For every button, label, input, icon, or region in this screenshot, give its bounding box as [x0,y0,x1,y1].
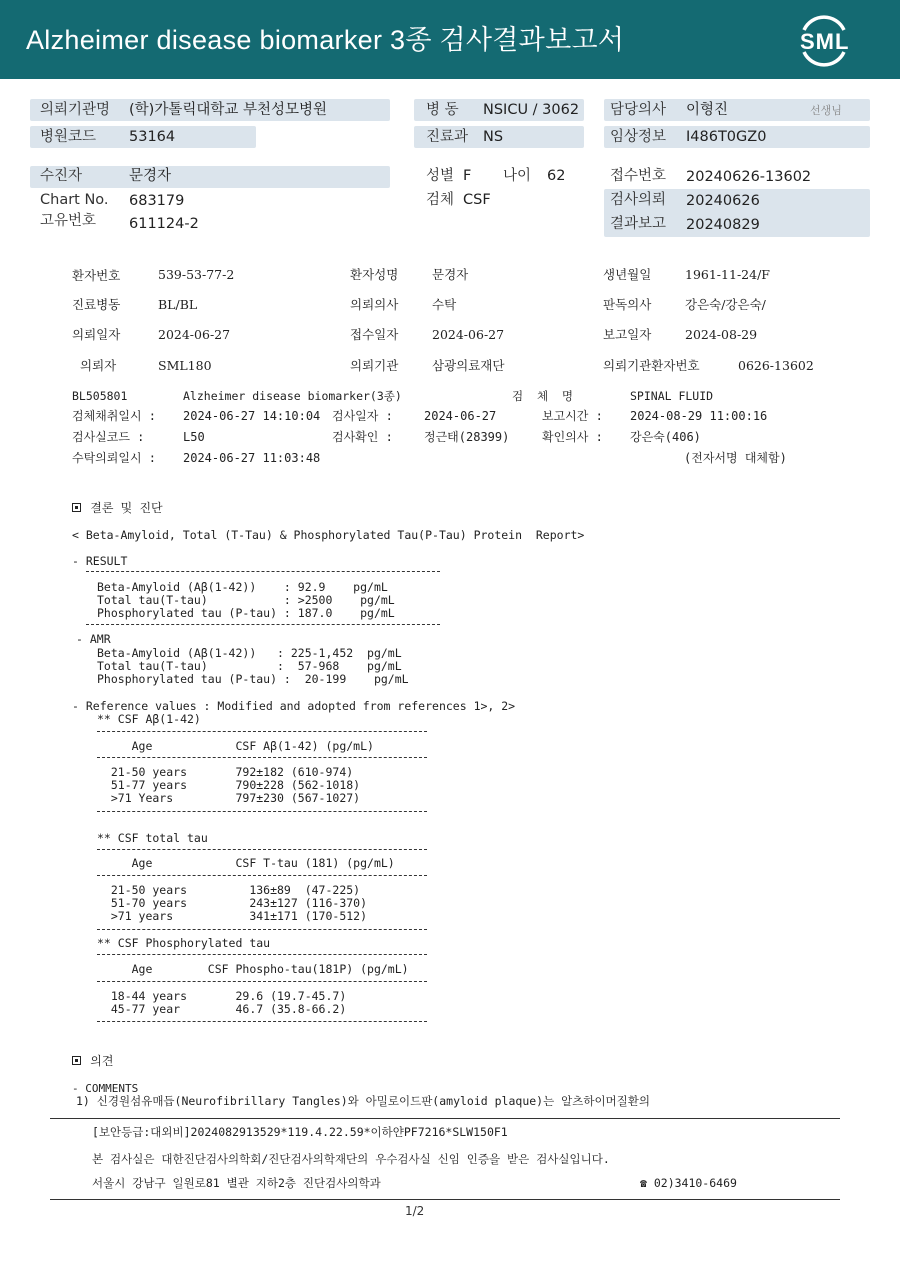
uid-label: 고유번호 [40,213,97,229]
abeta-title: ** CSF Aβ(1-42) [97,712,201,726]
doctor-suffix: 선생님 [810,104,842,117]
lab-code-label: 검사실코드 : [72,430,145,444]
testdate-value: 2024-06-27 [424,409,497,423]
specimen-name-label: 검 체 명 [512,389,574,403]
test-code: BL505801 [72,389,128,403]
section-opinion [72,1055,113,1068]
detail-r4-l2: 의뢰기관 [350,358,399,373]
divider [97,849,427,850]
sml-logo [794,14,854,68]
patient-label: 수진자 [40,168,83,184]
md-label: 확인의사 : [542,430,603,444]
detail-r1-v1: 539-53-77-2 [158,267,235,282]
amr-line: Beta-Amyloid (Aβ(1-42)) : 225-1,452 pg/mL [97,646,402,660]
phone-line: ☎ 02)3410-6469 [640,1176,737,1190]
lab-code-value: L50 [183,430,205,444]
ttau-header: Age CSF T-tau (181) (pg/mL) [97,856,395,870]
ttau-row: 21-50 years 136±89 (47-225) [97,883,361,897]
institution-value: (학)가톨릭대학교 부천성모병원 [129,102,328,118]
detail-r3-v3: 2024-08-29 [685,327,758,342]
divider [97,954,427,955]
patient-value: 문경자 [129,168,172,184]
confirm-value: 정근태(28399) [424,430,510,444]
result-title: - RESULT [72,554,128,568]
detail-r4-v3: 0626-13602 [738,358,814,373]
dept-value: NS [483,129,504,145]
address-line: 서울시 강남구 일원로81 별관 지하2층 진단검사의학과 [92,1176,381,1190]
confirm-label: 검사확인 : [332,430,393,444]
request-label: 검사의뢰 [610,192,667,208]
clinical-info-value: I486T0GZ0 [686,129,767,145]
report-date-value: 20240829 [686,217,760,233]
report-date-label: 결과보고 [610,216,667,232]
hospital-code-label: 병원코드 [40,129,97,145]
accept-value: 2024-06-27 11:03:48 [183,451,321,465]
ptau-row: 45-77 year 46.7 (35.8-66.2) [97,1002,347,1016]
result-line: Phosphorylated tau (P-tau) : 187.0 pg/mL [97,606,395,620]
detail-r1-v2: 문경자 [432,267,469,282]
amr-line: Total tau(T-tau) : 57-968 pg/mL [97,659,402,673]
report-title: Alzheimer disease biomarker 3종 검사결과보고서 [26,25,625,55]
test-name: Alzheimer disease biomarker(3종) [183,389,402,403]
uid-value: 611124-2 [129,216,199,232]
detail-r2-l2: 의뢰의사 [350,297,399,312]
abeta-row: 51-77 years 790±228 (562-1018) [97,778,361,792]
testdate-label: 검사일자 : [332,409,393,423]
reporttime-value: 2024-08-29 11:00:16 [630,409,768,423]
divider [97,1021,427,1022]
section-conclusion-label: 결론 및 진단 [90,501,163,515]
doctor-value: 이형진 [686,102,729,118]
ttau-row: >71 years 341±171 (170-512) [97,909,368,923]
request-value: 20240626 [686,193,760,209]
chart-no-value: 683179 [129,193,185,209]
divider [97,929,427,930]
divider [97,731,427,732]
ttau-title: ** CSF total tau [97,831,208,845]
detail-r1-l2: 환자성명 [350,267,399,282]
reference-title: - Reference values : Modified and adopted from references 1>, 2> [72,699,516,713]
specimen-name-value: SPINAL FLUID [630,389,714,403]
square-bullet-icon [72,1056,81,1065]
ward-value: NSICU / 3062 [483,102,580,118]
detail-r3-l1: 의뢰일자 [72,327,121,342]
ptau-row: 18-44 years 29.6 (19.7-45.7) [97,989,347,1003]
abeta-header: Age CSF Aβ(1-42) (pg/mL) [97,739,374,753]
md-value: 강은숙(406) [630,430,701,444]
divider [97,981,427,982]
certification-line: 본 검사실은 대한진단검사의학회/진단검사의학재단의 우수검사실 신임 인증을 받은 검사실입니다. [92,1152,610,1166]
collect-value: 2024-06-27 14:10:04 [183,409,321,423]
ttau-row: 51-70 years 243±127 (116-370) [97,896,368,910]
section-opinion-label: 의견 [90,1054,114,1068]
patient-pill [30,166,390,188]
detail-r4-l1: 의뢰자 [80,358,117,373]
detail-r2-v2: 수탁 [432,297,457,312]
detail-r4-v2: 삼광의료재단 [432,358,505,373]
specimen-value: CSF [463,192,491,208]
result-line: Total tau(T-tau) : >2500 pg/mL [97,593,395,607]
square-bullet-icon [72,503,81,512]
divider [97,757,427,758]
sex-value: F [463,168,472,184]
detail-r2-l3: 판독의사 [603,297,652,312]
footer-bottom-rule [50,1199,840,1200]
collect-label: 검체채취일시 : [72,409,157,423]
detail-r2-v1: BL/BL [158,297,198,312]
result-line: Beta-Amyloid (Aβ(1-42)) : 92.9 pg/mL [97,580,388,594]
detail-r3-v2: 2024-06-27 [432,327,505,342]
logo-text: SML [800,29,850,54]
detail-r3-v1: 2024-06-27 [158,327,231,342]
divider [97,811,427,812]
ptau-header: Age CSF Phospho-tau(181P) (pg/mL) [97,962,409,976]
report-header [0,0,900,79]
comments-title: - COMMENTS [72,1082,139,1095]
page-number: 1/2 [405,1204,425,1218]
age-value: 62 [547,168,566,184]
abeta-row: 21-50 years 792±182 (610-974) [97,765,354,779]
detail-r1-v3: 1961-11-24/F [685,267,770,282]
chart-no-label: Chart No. [40,192,109,208]
detail-r2-l1: 진료병동 [72,297,121,312]
doctor-label: 담당의사 [610,102,667,118]
divider [86,624,440,625]
footer-top-rule [50,1118,840,1119]
hospital-code-value: 53164 [129,129,176,145]
divider [86,571,440,572]
detail-r4-v1: SML180 [158,358,212,373]
esign-note: (전자서명 대체함) [684,451,787,465]
detail-r4-l3: 의뢰기관환자번호 [603,358,700,373]
security-line: [보안등급:대외비]2024082913529*119.4.22.59*이하얀PF7216*SLW150F1 [92,1125,508,1139]
sex-label: 성별 [426,168,455,184]
receipt-label: 접수번호 [610,168,667,184]
amr-line: Phosphorylated tau (P-tau) : 20-199 pg/mL [97,672,409,686]
accept-label: 수탁의뢰일시 : [72,451,157,465]
receipt-value: 20240626-13602 [686,169,812,185]
detail-r1-l1: 환자번호 [72,268,121,283]
reporttime-label: 보고시간 : [542,409,603,423]
amr-title: - AMR [76,632,111,646]
abeta-row: >71 Years 797±230 (567-1027) [97,791,361,805]
ward-label: 병 동 [426,102,459,118]
ptau-title: ** CSF Phosphorylated tau [97,936,271,950]
institution-label: 의뢰기관명 [40,102,111,118]
divider [97,875,427,876]
detail-r3-l3: 보고일자 [603,327,652,342]
report-subtitle: < Beta-Amyloid, Total (T-Tau) & Phosphorylated Tau(P-Tau) Protein Report> [72,528,585,542]
comment-line: 1) 신경원섬유매듭(Neurofibrillary Tangles)와 아밀로이드판(amyloid plaque)는 알츠하이머질환의 [76,1094,650,1108]
detail-r3-l2: 접수일자 [350,327,399,342]
clinical-info-label: 임상정보 [610,129,667,145]
age-label: 나이 [503,168,532,184]
detail-r1-l3: 생년월일 [603,267,652,282]
section-conclusion [72,502,163,515]
detail-r2-v3: 강은숙/강은숙/ [685,297,766,312]
dept-label: 진료과 [426,129,469,145]
specimen-label: 검체 [426,192,455,208]
